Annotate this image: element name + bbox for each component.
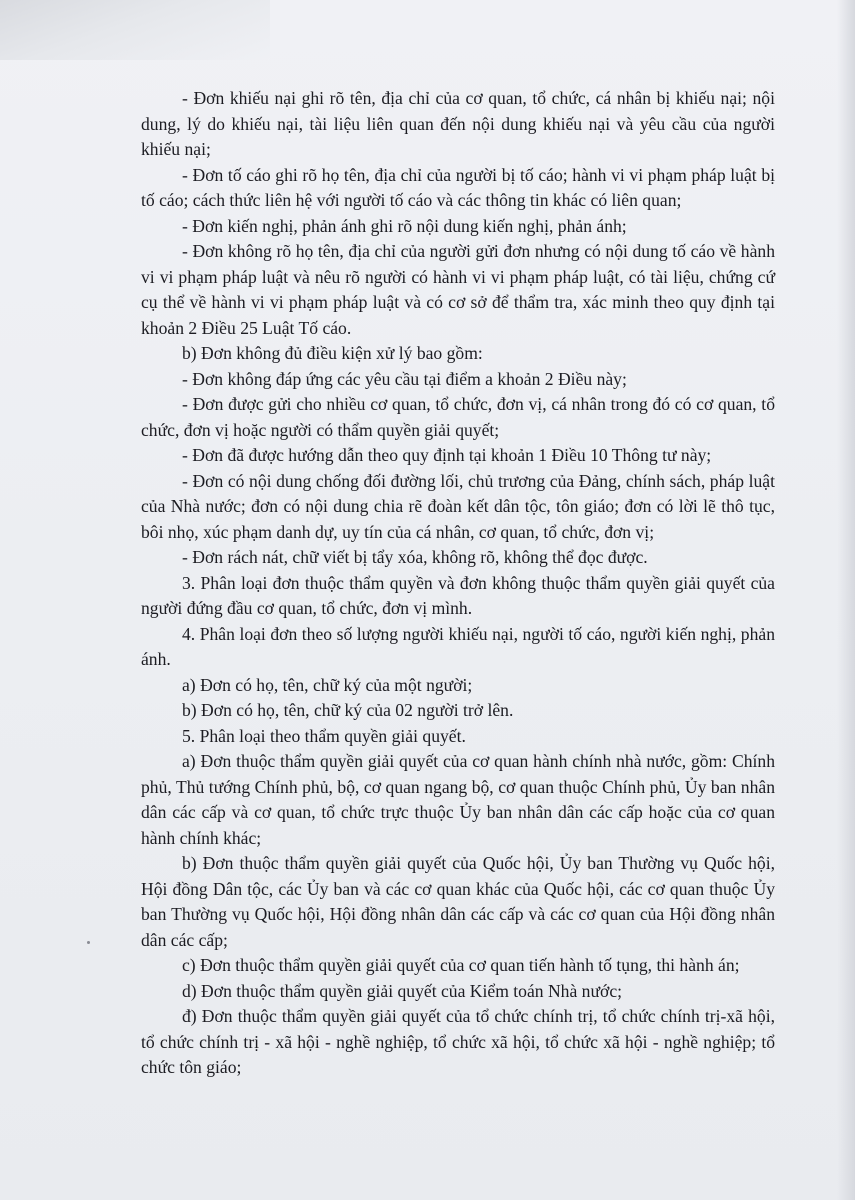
paragraph-section-5dd: đ) Đơn thuộc thẩm quyền giải quyết của tổ chức chính trị, tổ chức chính trị-xã hội, tổ chức chính trị - xã hội - nghề nghiệp, tổ chức xã hội, tổ chức xã hội - nghề nghiệp; tổ chức tôn giáo; — [141, 1006, 775, 1077]
paragraph-ineligible-heading: b) Đơn không đủ điều kiện xử lý bao gồm: — [182, 343, 483, 363]
paragraph-section-4: 4. Phân loại đơn theo số lượng người khiếu nại, người tố cáo, người kiến nghị, phản ánh. — [141, 623, 775, 669]
paragraph-ineligible-illegible: - Đơn rách nát, chữ viết bị tẩy xóa, không rõ, không thể đọc được. — [182, 547, 648, 567]
page-fold-shadow — [0, 0, 270, 60]
paragraph-complaint-content: - Đơn khiếu nại ghi rõ tên, địa chỉ của cơ quan, tổ chức, cá nhân bị khiếu nại; nội dung, lý do khiếu nại, tài liệu liên quan đến nội dung khiếu nại và yêu cầu của người khiếu nại; — [141, 88, 775, 159]
paragraph-section-5a: a) Đơn thuộc thẩm quyền giải quyết của cơ quan hành chính nhà nước, gồm: Chính phủ, Thủ tướng Chính phủ, bộ, cơ quan ngang bộ, cơ quan thuộc Chính phủ, Ủy ban nhân dân các cấp và cơ quan, tổ chức trực thuộc Ủy ban nhân dân các cấp hoặc của cơ quan hành chính khác; — [141, 751, 775, 848]
paragraph-section-4b: b) Đơn có họ, tên, chữ ký của 02 người trở lên. — [182, 700, 514, 720]
paragraph-ineligible-opposing-content: - Đơn có nội dung chống đối đường lối, chủ trương của Đảng, chính sách, pháp luật của Nhà nước; đơn có nội dung chia rẽ đoàn kết dân tộc, tôn giáo; đơn có lời lẽ thô tục, bôi nhọ, xúc phạm danh dự, uy tín của cá nhân, cơ quan, tổ chức, đơn vị; — [141, 470, 775, 542]
paragraph-section-5c: c) Đơn thuộc thẩm quyền giải quyết của cơ quan tiến hành tố tụng, thi hành án; — [182, 955, 740, 975]
paragraph-petition-content: - Đơn kiến nghị, phản ánh ghi rõ nội dung kiến nghị, phản ánh; — [182, 215, 627, 236]
paragraph-section-5d: d) Đơn thuộc thẩm quyền giải quyết của Kiểm toán Nhà nước; — [182, 980, 623, 1001]
paragraph-ineligible-requirements: - Đơn không đáp ứng các yêu cầu tại điểm a khoản 2 Điều này; — [182, 368, 627, 389]
paragraph-section-4a: a) Đơn có họ, tên, chữ ký của một người; — [182, 674, 473, 695]
paragraph-section-5b: b) Đơn thuộc thẩm quyền giải quyết của Quốc hội, Ủy ban Thường vụ Quốc hội, Hội đồng Dân tộc, các Ủy ban và các cơ quan khác của Quốc hội, các cơ quan thuộc Ủy ban Thường vụ Quốc hội, Hội đồng nhân dân các cấp và các cơ quan của Hội đồng nhân dân các cấp; — [141, 853, 775, 950]
document-body — [141, 86, 775, 1081]
paragraph-denunciation-content: - Đơn tố cáo ghi rõ họ tên, địa chỉ của người bị tố cáo; hành vi vi phạm pháp luật bị tố cáo; cách thức liên hệ với người tố cáo và các thông tin khác có liên quan; — [141, 164, 775, 210]
paragraph-section-5: 5. Phân loại theo thẩm quyền giải quyết. — [182, 725, 466, 746]
scan-speck — [87, 941, 90, 944]
paragraph-ineligible-multiple-recipients: - Đơn được gửi cho nhiều cơ quan, tổ chức, đơn vị, cá nhân trong đó có cơ quan, tổ chức, đơn vị hoặc người có thẩm quyền giải quyết; — [141, 394, 775, 440]
page-edge-shadow — [837, 0, 855, 1200]
paragraph-anonymous-denunciation: - Đơn không rõ họ tên, địa chỉ của người gửi đơn nhưng có nội dung tố cáo về hành vi vi phạm pháp luật và nêu rõ người có hành vi vi phạm pháp luật, có tài liệu, chứng cứ cụ thể về hành vi vi phạm pháp luật và có cơ sở để thẩm tra, xác minh theo quy định tại khoản 2 Điều 25 Luật Tố cáo. — [141, 241, 775, 338]
paragraph-ineligible-already-guided: - Đơn đã được hướng dẫn theo quy định tại khoản 1 Điều 10 Thông tư này; — [182, 445, 712, 465]
paragraph-section-3: 3. Phân loại đơn thuộc thẩm quyền và đơn không thuộc thẩm quyền giải quyết của người đứng đầu cơ quan, tổ chức, đơn vị mình. — [141, 572, 775, 618]
